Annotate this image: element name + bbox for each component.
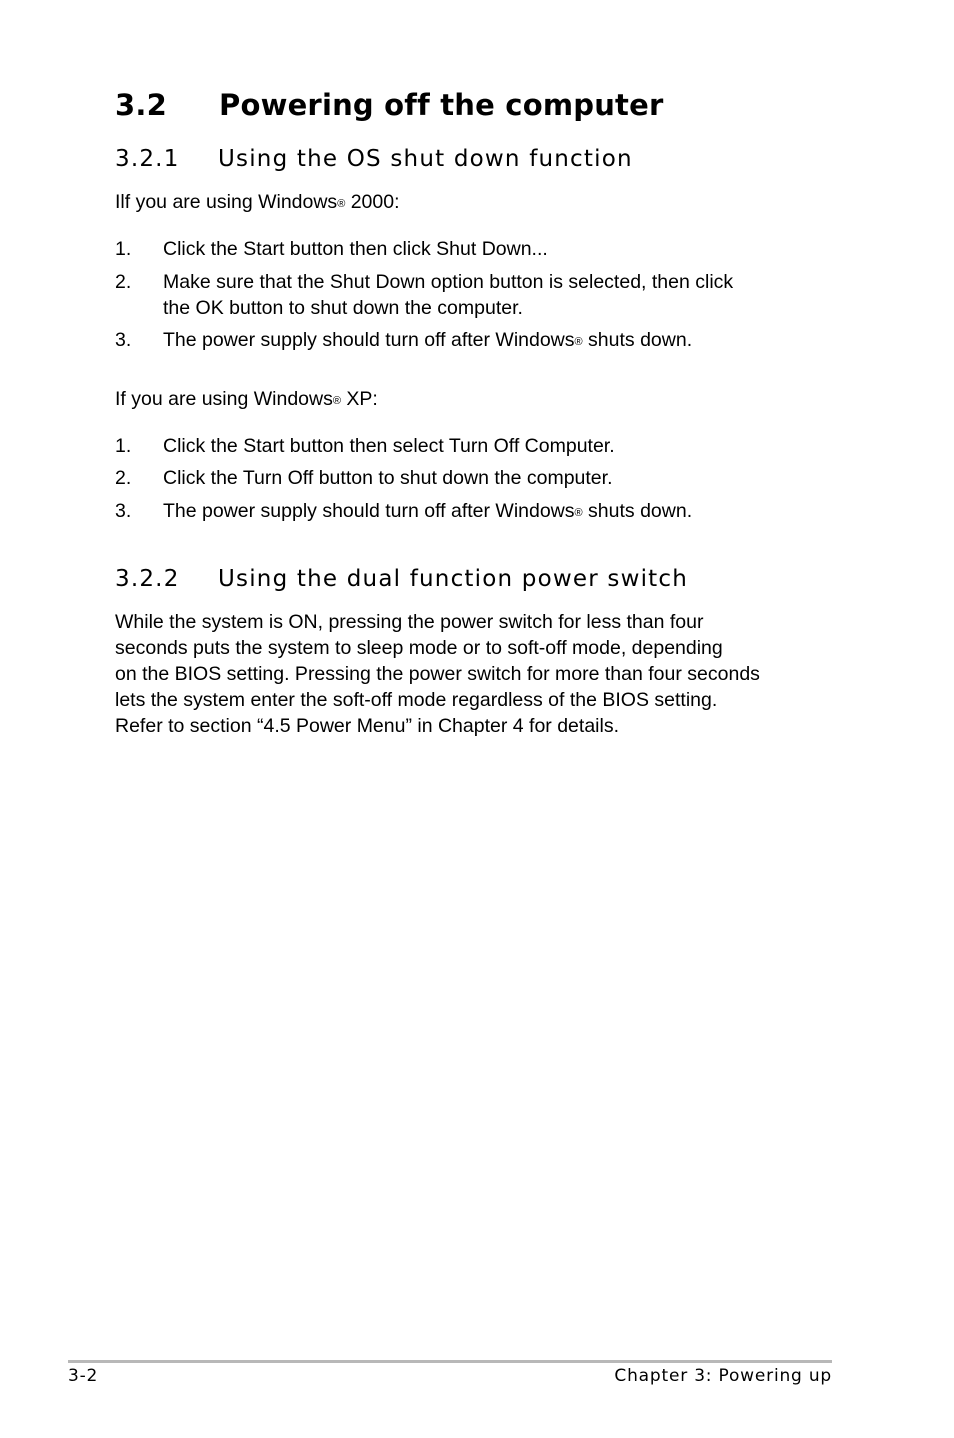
chapter-label: Chapter 3: Powering up [614,1366,832,1386]
document-page: 3.2 Powering off the computer 3.2.1 Using the OS shut down function Ilf you are using Windows® 2000: 1. Click the Start button then click Shut Down... 2. Make sure that the Shut Down option button is selected, then click the OK button to shut down the computer. 3. The power supply should turn off after Windows® shuts down. If you are using Windows® XP: 1. Click the Start button then select Turn Off Computer. 2. Click the Turn Off button to shut down the computer. 3. The power supply should turn off after Windows® shuts down. 3.2.2 Using the dual function power switch While the system is ON, pressing the power switch for less than four seconds puts the system to sleep mode or to soft-off mode, depending on the BIOS setting. Pressing the power switch for more than four seconds lets the system enter the soft-off mode regardless of the BIOS setting. Refer to section “4.5 Power Menu” in Chapter 4 for details. 3-2 Chapter 3: Powering up [0,0,954,1438]
ui-term: Shut Down [329,271,426,293]
ui-term: OK [195,297,224,319]
subsection-title: Using the dual function power switch [218,566,689,592]
section-heading [115,88,663,122]
section-title: Powering off the computer [219,88,664,122]
ui-term: Shut Down... [436,238,548,260]
power-switch-paragraph: While the system is ON, pressing the power switch for less than four seconds puts the system to sleep mode or to soft-off mode, depending on the BIOS setting. Pressing the power switch for more than four seconds lets the system enter the soft-off mode regardless of the BIOS setting. Refer to section “4.5 Power Menu” in Chapter 4 for details. [115,611,760,737]
subsection-number: 3.2.1 [115,146,180,172]
win2000-intro: Ilf you are using Windows® 2000: [115,191,400,213]
ui-term: Turn Off [242,467,314,489]
subsection-heading-2 [115,566,688,592]
subsection-number: 3.2.2 [115,566,180,592]
winxp-intro: If you are using Windows® XP: [115,388,378,410]
ui-term: Start [243,435,285,457]
ui-term: Turn Off Computer [448,435,610,457]
section-number: 3.2 [115,88,167,122]
footer-divider [68,1360,832,1363]
page-number: 3-2 [68,1366,99,1386]
subsection-title: Using the OS shut down function [218,146,633,172]
ui-term: Start [243,238,285,260]
subsection-heading-1 [115,146,633,172]
